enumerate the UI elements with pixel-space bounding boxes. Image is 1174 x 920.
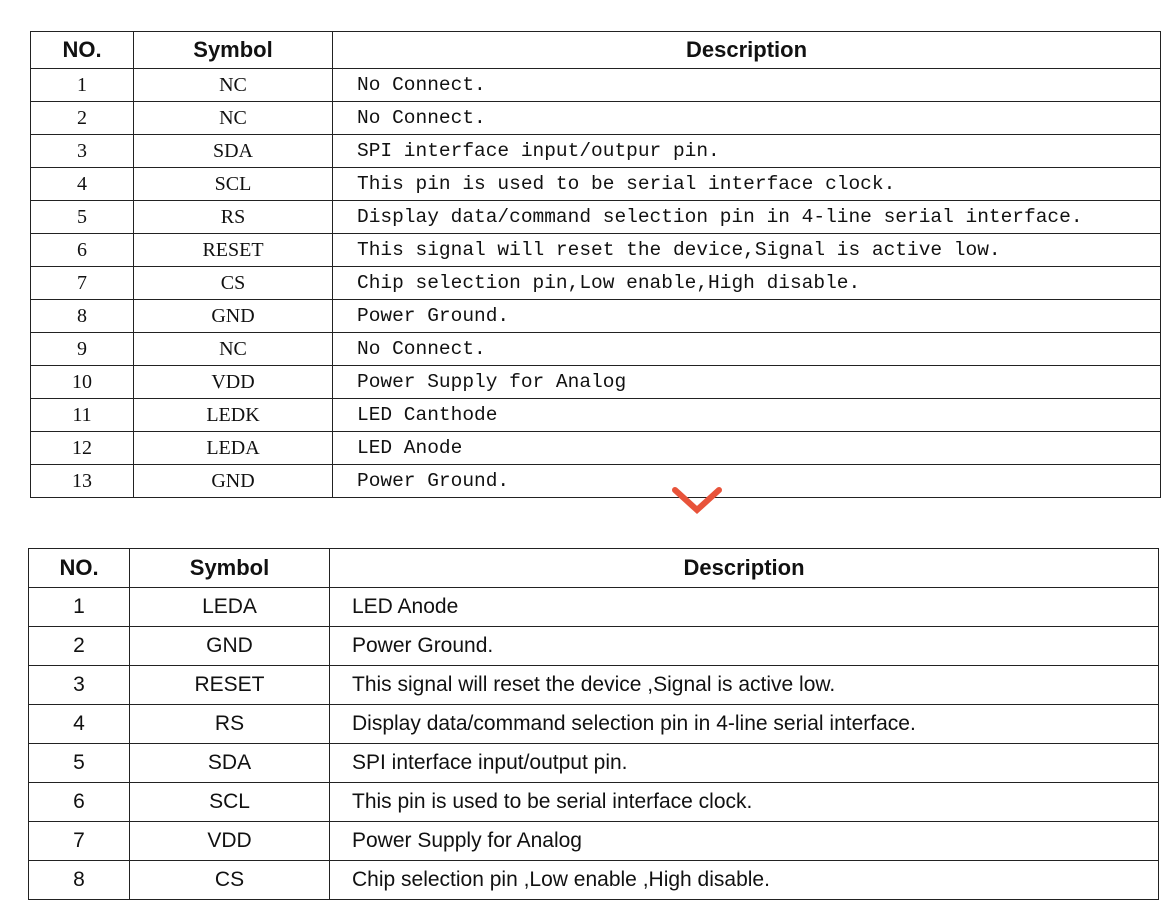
pin-description-cell: No Connect. [333, 69, 1161, 102]
table-row [31, 168, 1161, 201]
pin-description-cell: Power Supply for Analog [333, 366, 1161, 399]
table-row [31, 465, 1161, 498]
pin-number-cell: 8 [29, 861, 130, 900]
pin-number-cell: 4 [29, 705, 130, 744]
pin-table-2 [28, 548, 1159, 900]
pin-table-2-body [29, 588, 1159, 900]
pin-description-cell: This signal will reset the device ,Signal is active low. [330, 666, 1159, 705]
table-row [31, 267, 1161, 300]
pin-description-cell: Display data/command selection pin in 4-line serial interface. [333, 201, 1161, 234]
pin-number-cell: 1 [29, 588, 130, 627]
pin-table-1 [30, 31, 1161, 498]
header-description: Description [330, 549, 1159, 588]
pin-symbol-cell: CS [130, 861, 330, 900]
pin-number-cell: 3 [29, 666, 130, 705]
table-header-row [31, 32, 1161, 69]
pin-description-cell: Display data/command selection pin in 4-line serial interface. [330, 705, 1159, 744]
red-chevron-mark-icon [672, 486, 722, 516]
pin-symbol-cell: VDD [134, 366, 333, 399]
pin-symbol-cell: CS [134, 267, 333, 300]
pin-description-cell: This pin is used to be serial interface clock. [333, 168, 1161, 201]
pin-number-cell: 6 [31, 234, 134, 267]
pin-description-cell: Chip selection pin ,Low enable ,High disable. [330, 861, 1159, 900]
pin-description-cell: This signal will reset the device,Signal is active low. [333, 234, 1161, 267]
header-symbol: Symbol [130, 549, 330, 588]
pin-description-cell: Power Supply for Analog [330, 822, 1159, 861]
pin-number-cell: 3 [31, 135, 134, 168]
pin-description-cell: Power Ground. [330, 627, 1159, 666]
table-row [31, 399, 1161, 432]
table-header-row [29, 549, 1159, 588]
table-row [31, 234, 1161, 267]
pin-number-cell: 7 [29, 822, 130, 861]
pin-symbol-cell: SDA [134, 135, 333, 168]
pin-symbol-cell: GND [134, 465, 333, 498]
pin-table-1-body [31, 69, 1161, 498]
table-row [29, 627, 1159, 666]
header-no: NO. [29, 549, 130, 588]
header-symbol: Symbol [134, 32, 333, 69]
table-row [29, 783, 1159, 822]
pin-number-cell: 2 [29, 627, 130, 666]
pin-description-cell: LED Canthode [333, 399, 1161, 432]
pin-number-cell: 10 [31, 366, 134, 399]
pin-description-cell: SPI interface input/output pin. [330, 744, 1159, 783]
pin-description-cell: LED Anode [330, 588, 1159, 627]
pin-number-cell: 11 [31, 399, 134, 432]
pin-symbol-cell: RS [130, 705, 330, 744]
pin-description-cell: No Connect. [333, 102, 1161, 135]
pin-symbol-cell: RESET [130, 666, 330, 705]
table-row [31, 432, 1161, 465]
table-row [31, 366, 1161, 399]
pin-symbol-cell: LEDA [134, 432, 333, 465]
pin-symbol-cell: GND [134, 300, 333, 333]
pin-number-cell: 4 [31, 168, 134, 201]
table-row [31, 102, 1161, 135]
pin-number-cell: 5 [29, 744, 130, 783]
header-description: Description [333, 32, 1161, 69]
pin-description-cell: SPI interface input/outpur pin. [333, 135, 1161, 168]
table-row [31, 69, 1161, 102]
pin-number-cell: 5 [31, 201, 134, 234]
pin-symbol-cell: GND [130, 627, 330, 666]
pin-number-cell: 7 [31, 267, 134, 300]
pin-symbol-cell: LEDK [134, 399, 333, 432]
table-row [29, 861, 1159, 900]
pin-description-cell: No Connect. [333, 333, 1161, 366]
pin-symbol-cell: NC [134, 333, 333, 366]
table-row [29, 666, 1159, 705]
pin-description-cell: Chip selection pin,Low enable,High disable. [333, 267, 1161, 300]
pin-number-cell: 6 [29, 783, 130, 822]
pin-number-cell: 2 [31, 102, 134, 135]
table-row [31, 135, 1161, 168]
table-row [29, 744, 1159, 783]
pin-description-cell: Power Ground. [333, 465, 1161, 498]
header-no: NO. [31, 32, 134, 69]
pin-symbol-cell: RS [134, 201, 333, 234]
table-row [31, 333, 1161, 366]
pin-symbol-cell: LEDA [130, 588, 330, 627]
pin-description-cell: Power Ground. [333, 300, 1161, 333]
table-row [29, 588, 1159, 627]
pin-symbol-cell: RESET [134, 234, 333, 267]
pin-number-cell: 12 [31, 432, 134, 465]
pin-symbol-cell: NC [134, 102, 333, 135]
pin-number-cell: 9 [31, 333, 134, 366]
pin-symbol-cell: SCL [134, 168, 333, 201]
table-row [29, 822, 1159, 861]
pin-number-cell: 8 [31, 300, 134, 333]
pin-symbol-cell: SDA [130, 744, 330, 783]
pin-description-cell: LED Anode [333, 432, 1161, 465]
table-row [31, 300, 1161, 333]
pin-description-cell: This pin is used to be serial interface clock. [330, 783, 1159, 822]
pin-symbol-cell: VDD [130, 822, 330, 861]
pin-number-cell: 13 [31, 465, 134, 498]
pin-symbol-cell: SCL [130, 783, 330, 822]
table-row [29, 705, 1159, 744]
pin-number-cell: 1 [31, 69, 134, 102]
pin-symbol-cell: NC [134, 69, 333, 102]
table-row [31, 201, 1161, 234]
